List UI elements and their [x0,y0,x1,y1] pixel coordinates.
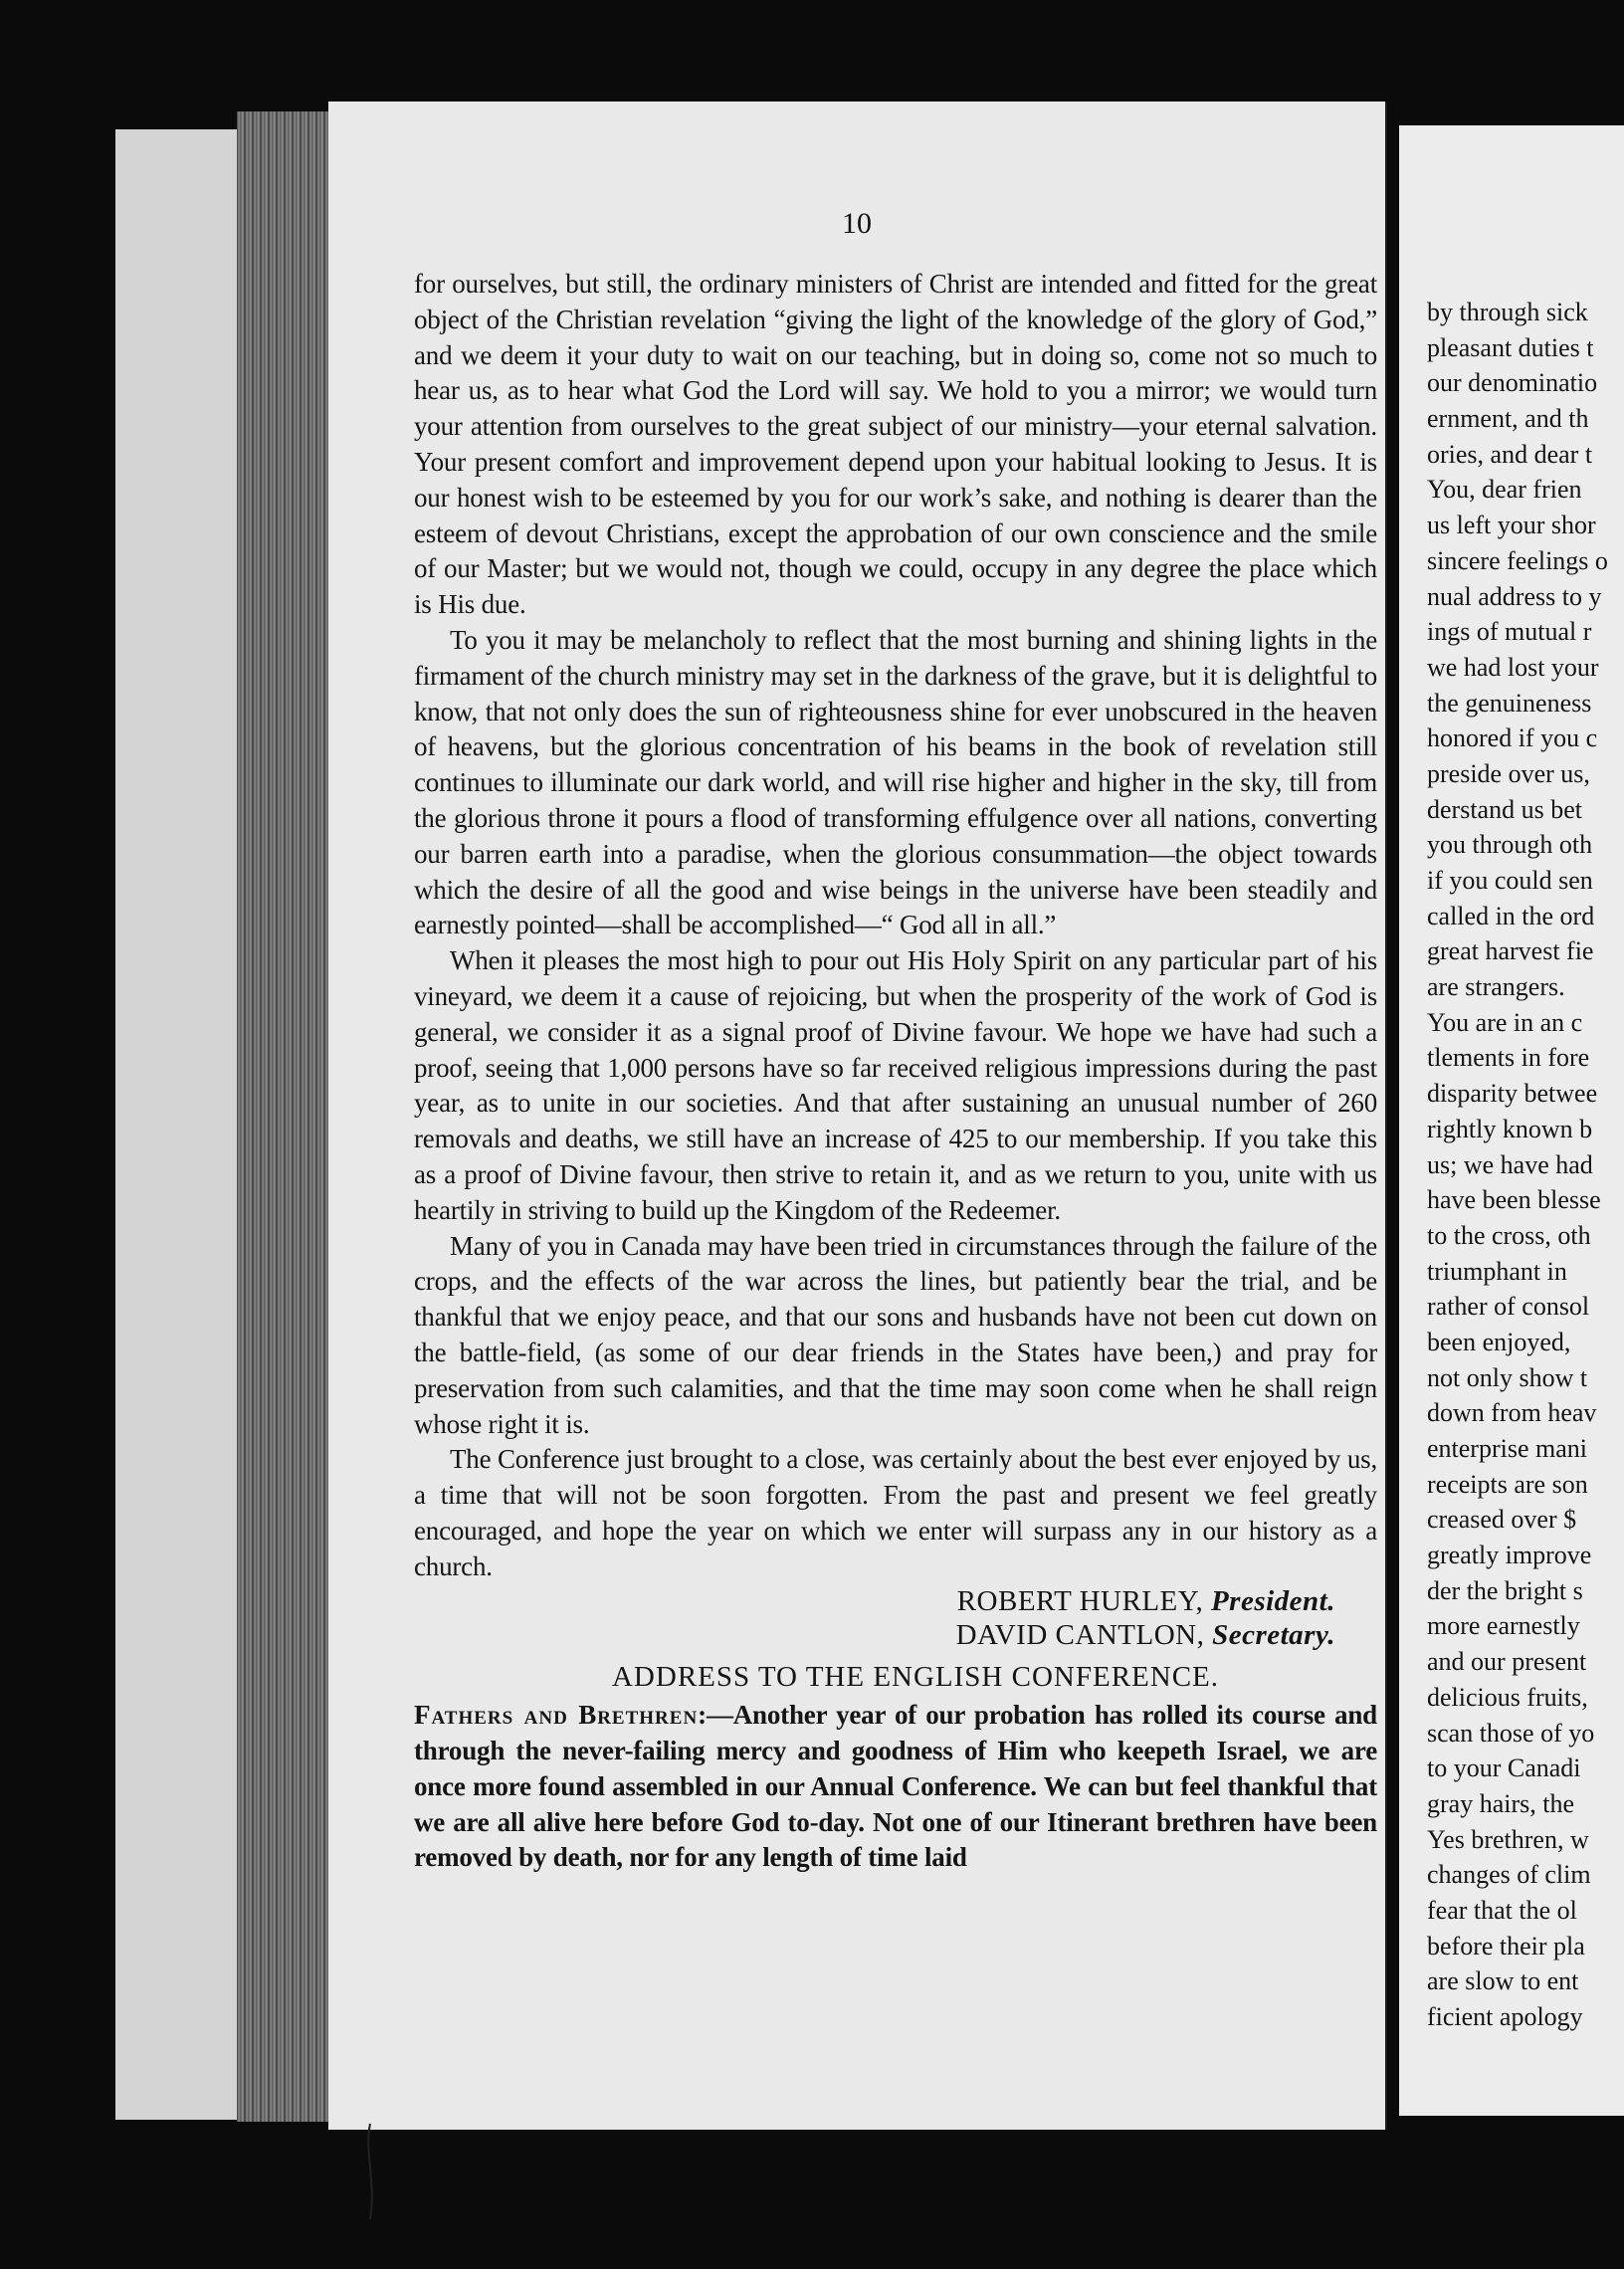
book-page-edges [237,111,336,2122]
text-line: to the cross, oth [1427,1220,1591,1250]
signature-name: DAVID CANTLON, [955,1619,1205,1652]
text-line: ficient apology [1427,2002,1583,2031]
salutation: Fathers and Brethren [414,1700,699,1731]
text-line: der the bright s [1427,1575,1583,1605]
text-line: ories, and dear t [1427,439,1593,469]
text-line: You, dear frien [1427,475,1582,505]
text-line: triumphant in [1427,1256,1567,1286]
paragraph: When it pleases the most high to pour out His Holy Spirit on any particular part of his vineyard, we deem it a cause of rejoicing, but when the prosperity of the work of God is general, we consider it as a signal proof of Divine favour. We hope we have had such a proof, seeing that 1,000 persons have so far received religious impressions during the past year, as to unite in our societies. And that after sustaining an unusual number of 260 removals and deaths, we still have an increase of 425 to our membership. If you take this as a proof of Divine favour, then strive to retain it, and as we return to you, unite with us heartily in striving to build up the Kingdom of the Redeemer. [414,945,1377,1225]
address-paragraph [414,1698,1377,1876]
text-line: have been blesse [1427,1185,1601,1215]
text-line: are strangers. [1427,972,1565,1002]
text-line: are slow to ent [1427,1966,1579,1996]
text-line: scan those of yo [1427,1718,1595,1748]
text-line: ernment, and th [1427,404,1589,434]
address-text: :—Another year of our probation has rolled its course and through the never-failing mercy and goodness of Him who keepeth Israel, we are once more found assembled in our Annual Conference. We can but feel thankful that we are all alive here before God to-day. Not one of our Itinerant brethren have been removed by death, nor for any length of time laid [414,1700,1377,1873]
paragraph: The Conference just brought to a close, was certainly about the best ever enjoyed by us, a time that will not be soon forgotten. From the past and present we feel greatly encouraged, and hope the year on which we enter will surpass any in our history as a church. [414,1444,1377,1581]
text-line: great harvest fie [1427,936,1594,966]
signature-secretary [414,1618,1377,1652]
text-line: sincere feelings o [1427,545,1608,575]
text-line: Yes brethren, w [1427,1824,1589,1854]
facing-page [1399,125,1624,2116]
text-line: before their pla [1427,1931,1585,1960]
backing-sheet [115,129,245,2120]
text-line: receipts are son [1427,1469,1588,1499]
text-line: us left your shor [1427,511,1596,540]
text-line: down from heav [1427,1398,1597,1428]
text-line: you through oth [1427,830,1593,860]
text-line: more earnestly [1427,1611,1580,1641]
text-line: if you could sen [1427,866,1593,895]
paragraph: Many of you in Canada may have been tried in circumstances through the failure of the crops, and the effects of the war across the lines, but patiently bear the trial, and be thankful that we enjoy peace, and that our sons and husbands have not been cut down on the battle-field, (as some of our dear friends in the States have been,) and pray for preservation from such calamities, and that the time may soon come when he shall reign whose right it is. [414,1230,1377,1439]
text-line: derstand us bet [1427,794,1582,824]
text-line: by through sick [1427,298,1588,326]
text-line: preside over us, [1427,758,1590,788]
text-line: enterprise mani [1427,1434,1587,1463]
text-line: pleasant duties t [1427,332,1594,362]
text-line: called in the ord [1427,901,1595,930]
signature-name: ROBERT HURLEY, [956,1585,1204,1618]
main-page [328,102,1387,2130]
text-line: tlements in fore [1427,1043,1590,1073]
text-line: and our present [1427,1647,1587,1677]
facing-page-text [1427,295,1608,2035]
text-line: greatly improve [1427,1541,1592,1570]
text-line: to your Canadi [1427,1753,1581,1783]
paragraph: To you it may be melancholy to reflect that the most burning and shining lights in the firmament of the church ministry may set in the darkness of the grave, but it is delightful to know, that not only does the sun of righteousness shine for ever unobscured in the heaven of heavens, but the glorious concentration of his beams in the book of revelation still continues to illuminate our dark world, and will rise higher and higher in the sky, till from the glorious throne it pours a flood of transforming effulgence over all nations, converting our barren earth into a paradise, when the glorious consummation—the object towards which the desire of all the good and wise beings in the universe have been steadily and earnestly pointed—shall be accomplished—“ God all in all.” [414,624,1377,940]
signature-role: President. [1210,1585,1335,1618]
text-line: changes of clim [1427,1860,1591,1890]
text-line: the genuineness [1427,688,1592,718]
body-text [414,267,1377,1876]
text-line: rightly known b [1427,1114,1593,1143]
text-line: fear that the ol [1427,1895,1577,1925]
text-line: nual address to y [1427,581,1602,611]
section-heading: ADDRESS TO THE ENGLISH CONFERENCE. [611,1661,1220,1694]
text-line: creased over $ [1427,1505,1577,1535]
text-line: rather of consol [1427,1292,1590,1322]
text-line: disparity betwee [1427,1079,1598,1109]
text-line: us; we have had [1427,1149,1593,1179]
text-line: been enjoyed, [1427,1327,1571,1356]
text-line: ings of mutual r [1427,617,1592,647]
page-number: 10 [842,207,872,240]
pen-mark-icon [356,2122,386,2221]
signature-president [414,1584,1377,1618]
text-line: delicious fruits, [1427,1682,1588,1712]
text-line: honored if you c [1427,723,1598,753]
text-line: not only show t [1427,1362,1588,1392]
signature-role: Secretary. [1212,1619,1335,1652]
text-line: You are in an c [1427,1007,1583,1037]
paragraph: for ourselves, but still, the ordinary ministers of Christ are intended and fitted for the great object of the Christian revelation “giving the light of the knowledge of the glory of God,” and we deem it your duty to wait on our teaching, but in doing so, come not so much to hear us, as to hear what God the Lord will say. We hold to you a mirror; we would turn your attention from ourselves to the great subject of our ministry—your eternal salvation. Your present comfort and improvement depend upon your habitual looking to Jesus. It is our honest wish to be esteemed by you for our work’s sake, and nothing is dearer than the esteem of devout Christians, except the approbation of our own conscience and the smile of our Master; but we would not, though we could, occupy in any degree the place which is His due. [414,269,1377,620]
text-line: gray hairs, the [1427,1788,1575,1818]
text-line: we had lost your [1427,652,1599,682]
text-line: our denominatio [1427,368,1598,398]
